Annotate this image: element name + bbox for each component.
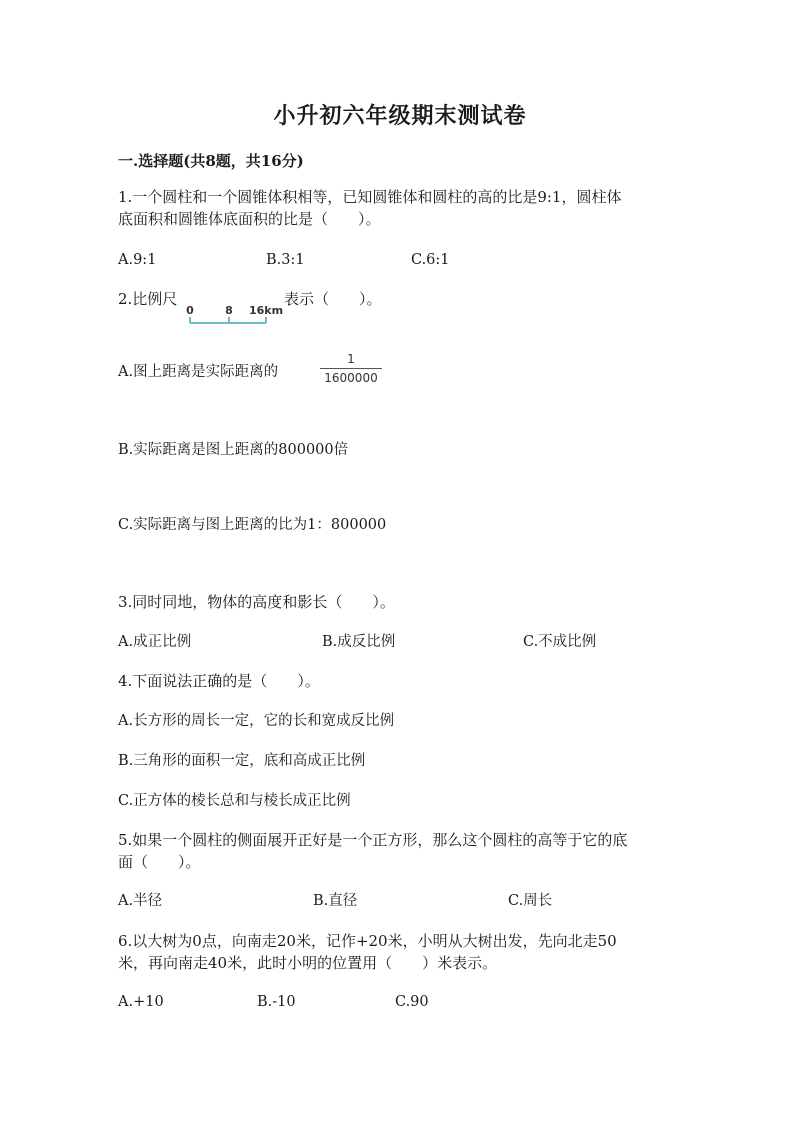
question-2-option-c: C.实际距离与图上距离的比为1：800000 <box>118 517 387 533</box>
question-2-option-a: A.图上距离是实际距离的 <box>118 364 279 380</box>
question-5-line-2: 面（ ）。 <box>118 853 201 871</box>
question-6-option-a: A.+10 <box>118 994 164 1010</box>
question-1-option-b: B.3:1 <box>266 252 305 268</box>
scale-label-16km: 16km <box>248 304 284 317</box>
question-6-line-2: 米，再向南走40米，此时小明的位置用（ ）米表示。 <box>118 954 498 972</box>
section-heading: 一.选择题(共8题，共16分) <box>118 152 304 170</box>
question-3-option-c: C.不成比例 <box>523 634 597 650</box>
question-1-option-a: A.9:1 <box>118 252 157 268</box>
question-4-stem: 4.下面说法正确的是（ ）。 <box>118 672 320 690</box>
question-2-stem-end: 表示（ ）。 <box>284 290 382 308</box>
question-4-option-a: A.长方形的周长一定，它的长和宽成反比例 <box>118 713 395 729</box>
fraction-one-over-1600000 <box>320 352 382 385</box>
question-6-line-1: 6.以大树为0点，向南走20米，记作+20米，小明从大树出发，先向北走50 <box>118 932 617 950</box>
scale-label-8: 8 <box>225 304 233 317</box>
question-5-option-b: B.直径 <box>313 893 358 909</box>
fraction-numerator: 1 <box>347 352 355 366</box>
question-5-option-a: A.半径 <box>118 893 163 909</box>
question-4-option-b: B.三角形的面积一定，底和高成正比例 <box>118 753 366 769</box>
question-6-option-c: C.90 <box>395 994 429 1010</box>
fraction-bar <box>320 368 382 369</box>
question-1-line-2: 底面积和圆锥体底面积的比是（ ）。 <box>118 210 381 228</box>
fraction-denominator: 1600000 <box>324 371 378 385</box>
question-3-stem: 3.同时同地，物体的高度和影长（ ）。 <box>118 593 395 611</box>
question-4-option-c: C.正方体的棱长总和与棱长成正比例 <box>118 793 351 809</box>
question-5-line-1: 5.如果一个圆柱的侧面展开正好是一个正方形，那么这个圆柱的高等于它的底 <box>118 831 628 849</box>
question-3-option-a: A.成正比例 <box>118 634 192 650</box>
question-3-option-b: B.成反比例 <box>322 634 396 650</box>
page-title: 小升初六年级期末测试卷 <box>273 103 527 129</box>
scale-label-0: 0 <box>186 304 194 317</box>
question-5-option-c: C.周长 <box>508 893 553 909</box>
scale-bar-figure <box>182 301 286 327</box>
question-2-option-b: B.实际距离是图上距离的800000倍 <box>118 442 349 458</box>
question-2-stem-start: 2.比例尺 <box>118 290 178 308</box>
question-6-option-b: B.-10 <box>257 994 296 1010</box>
question-1-option-c: C.6:1 <box>411 252 450 268</box>
question-1-line-1: 1.一个圆柱和一个圆锥体积相等，已知圆锥体和圆柱的高的比是9:1，圆柱体 <box>118 188 622 206</box>
